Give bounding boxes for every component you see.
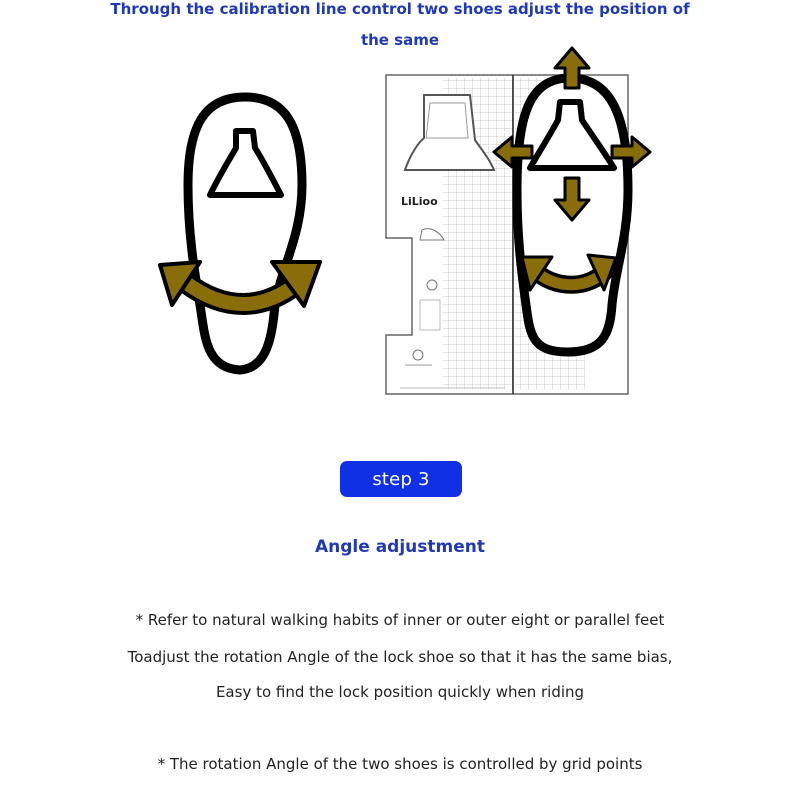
description-line-3: Easy to find the lock position quickly when riding — [215, 683, 585, 701]
section-title: Angle adjustment — [315, 537, 485, 557]
description-line-2: Toadjust the rotation Angle of the lock shoe so that it has the same bias, — [127, 648, 673, 666]
description-line-4: * The rotation Angle of the two shoes is controlled by grid points — [157, 755, 643, 773]
step-3-button[interactable] — [340, 461, 462, 497]
template-brand: LiLioo — [401, 195, 438, 208]
description-line-1: * Refer to natural walking habits of inner or outer eight or parallel feet — [135, 611, 665, 629]
left-shoe-illustration — [160, 97, 320, 370]
heading-line-1: Through the calibration line control two shoes adjust the position of — [110, 0, 690, 18]
step-3-label: step 3 — [372, 468, 430, 490]
heading-line-2: the same — [360, 31, 440, 49]
